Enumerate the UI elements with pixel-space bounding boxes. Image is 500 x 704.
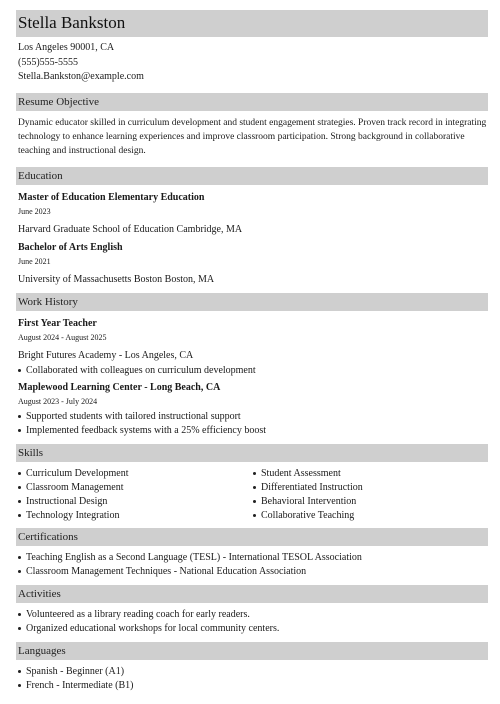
- job-bullets: [18, 410, 488, 438]
- job-bullet: Supported students with tailored instructional support: [18, 410, 488, 424]
- skill-item: Behavioral Intervention: [253, 495, 488, 509]
- languages-list: [18, 665, 488, 693]
- degree-title: Bachelor of Arts English: [18, 241, 123, 253]
- contact-email: Stella.Bankston@example.com: [18, 71, 144, 82]
- language-item: Spanish - Beginner (A1): [18, 665, 488, 679]
- job-entry: [18, 381, 488, 438]
- education-entry: [18, 241, 488, 286]
- job-bullet: Collaborated with colleagues on curriculum development: [18, 364, 488, 378]
- skill-item: Student Assessment: [253, 467, 488, 481]
- skill-item: Instructional Design: [18, 495, 253, 509]
- contact-phone: (555)555-5555: [18, 56, 78, 68]
- job-date: August 2024 - August 2025: [18, 332, 107, 342]
- skill-item: Differentiated Instruction: [253, 481, 488, 495]
- skill-item: Collaborative Teaching: [253, 509, 488, 523]
- section-header-activities: Activities: [16, 585, 488, 603]
- job-title: Maplewood Learning Center - Long Beach, CA: [18, 381, 221, 393]
- school-name: University of Massachusetts Boston Boston, MA: [18, 273, 215, 285]
- section-header-education: Education: [16, 167, 488, 185]
- job-entry: [18, 317, 488, 378]
- job-bullets: [18, 364, 488, 378]
- certifications-list: [18, 551, 488, 579]
- activities-list: [18, 608, 488, 636]
- skills-grid: [18, 467, 488, 523]
- job-bullet: Implemented feedback systems with a 25% efficiency boost: [18, 424, 488, 438]
- section-header-languages: Languages: [16, 642, 488, 660]
- activity-item: Volunteered as a library reading coach for early readers.: [18, 608, 488, 622]
- candidate-name: Stella Bankston: [16, 10, 488, 37]
- skills-column-right: [253, 467, 488, 523]
- section-header-work-history: Work History: [16, 293, 488, 311]
- contact-address: Los Angeles 90001, CA: [18, 42, 115, 53]
- activity-item: Organized educational workshops for local community centers.: [18, 622, 488, 636]
- skill-item: Curriculum Development: [18, 467, 253, 481]
- skills-column-left: [18, 467, 253, 523]
- objective-text: Dynamic educator skilled in curriculum development and student engagement strategies. Proven track record in integrating technology to enhance learning experiences and improve classroom participation. Strong background in collaborative teaching and instructional design.: [18, 117, 487, 156]
- section-header-certifications: Certifications: [16, 528, 488, 546]
- skill-item: Classroom Management: [18, 481, 253, 495]
- skill-item: Technology Integration: [18, 509, 253, 523]
- section-header-objective: Resume Objective: [16, 93, 488, 111]
- degree-date: June 2023: [18, 206, 51, 216]
- language-item: French - Intermediate (B1): [18, 679, 488, 693]
- degree-date: June 2021: [18, 256, 51, 266]
- contact-block: [18, 41, 488, 85]
- certification-item: Classroom Management Techniques - National Education Association: [18, 565, 488, 579]
- job-date: August 2023 - July 2024: [18, 396, 98, 406]
- school-name: Harvard Graduate School of Education Cambridge, MA: [18, 223, 243, 235]
- education-entry: [18, 191, 488, 236]
- certification-item: Teaching English as a Second Language (TESL) - International TESOL Association: [18, 551, 488, 565]
- job-title: First Year Teacher: [18, 317, 97, 329]
- degree-title: Master of Education Elementary Education: [18, 191, 205, 203]
- job-company: Bright Futures Academy - Los Angeles, CA: [18, 349, 194, 361]
- section-header-skills: Skills: [16, 444, 488, 462]
